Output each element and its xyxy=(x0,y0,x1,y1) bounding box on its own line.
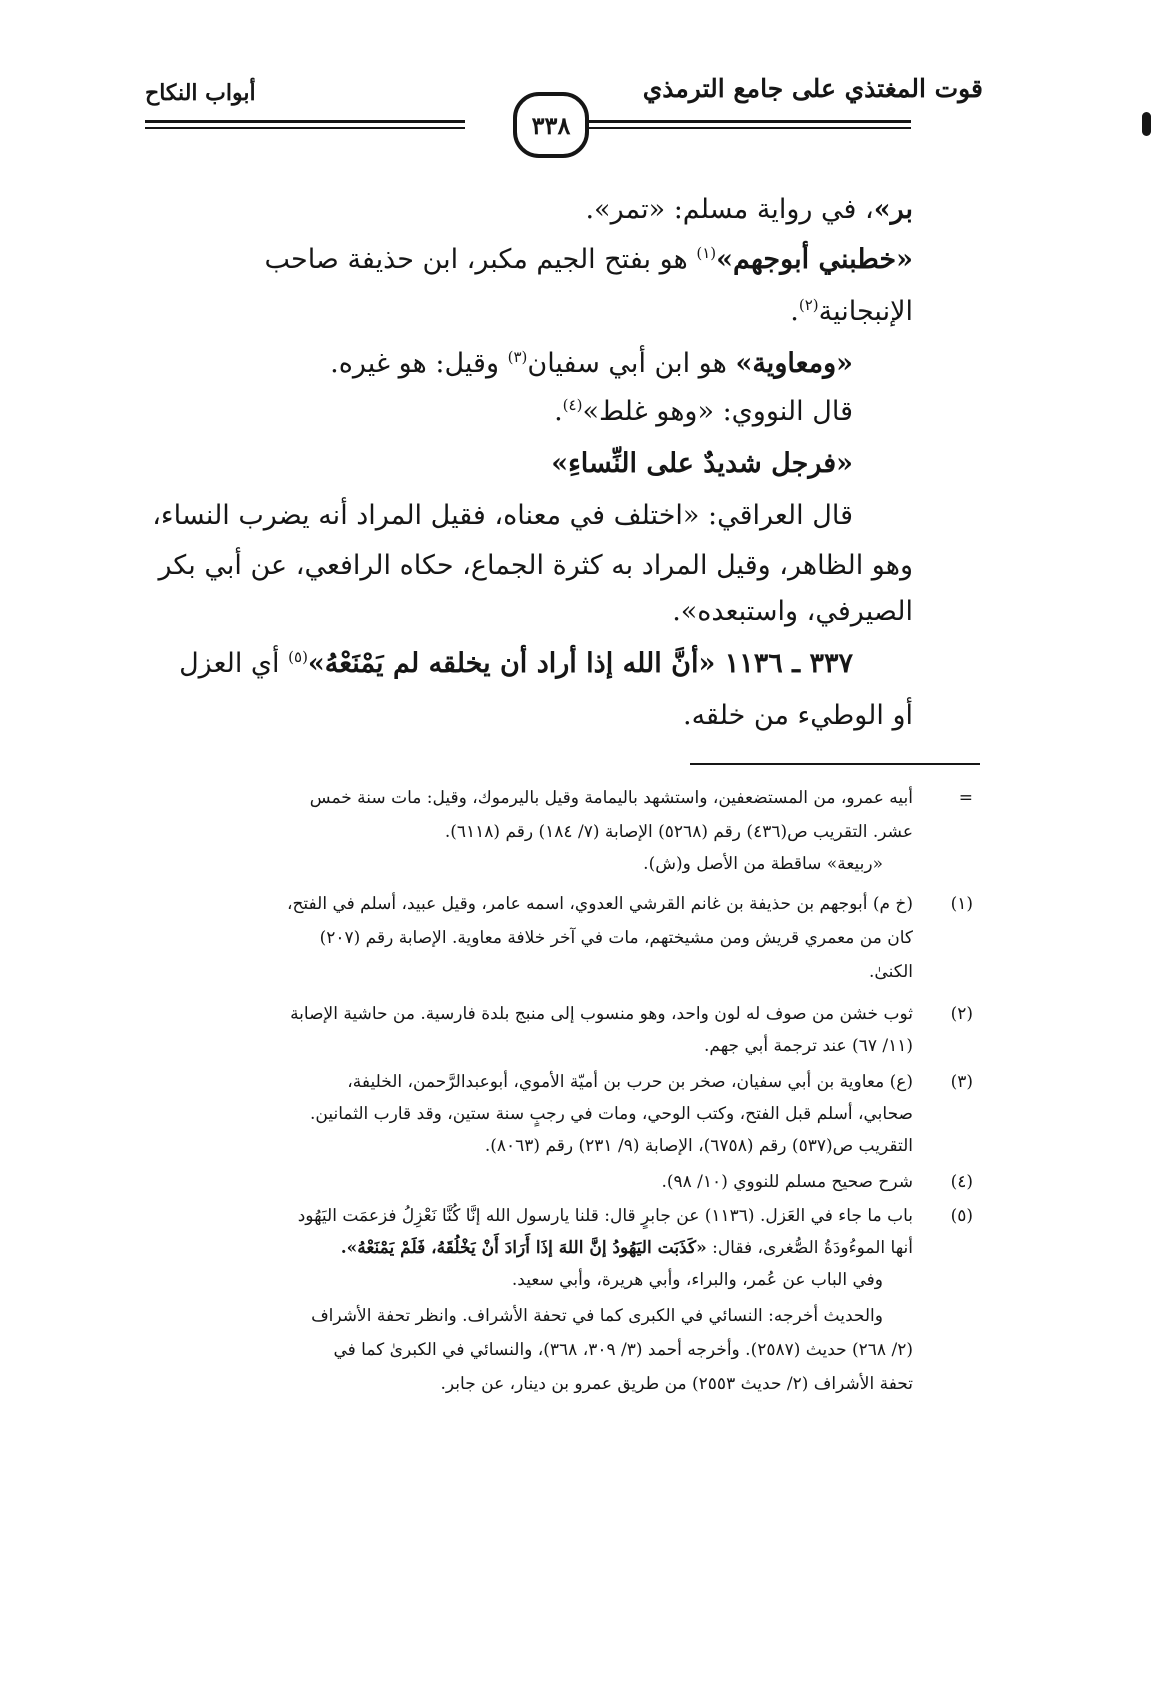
main-line-6: «فرجل شديدٌ على النِّساءِ» xyxy=(551,448,853,479)
header-rule-right xyxy=(555,120,911,123)
text-span: . xyxy=(554,396,563,427)
footnote-1-line-1: (خ م) أبوجهم بن حذيفة بن غانم القرشي العدوي، اسمه عامر، وقيل عبيد، أسلم في الفتح، xyxy=(286,894,913,914)
footnote-ref: (٤) xyxy=(562,396,583,414)
header-rule-left xyxy=(145,120,465,123)
footnote-cont-line-2: عشر. التقريب ص(٤٣٦) رقم (٥٢٦٨) الإصابة (٧/ ١٨٤) رقم (٦١١٨). xyxy=(444,822,913,842)
text-span: هو ابن أبي سفيان xyxy=(527,348,736,379)
quote-bold: «ومعاوية» xyxy=(735,348,853,379)
text-span: أو الوطيء من خلقه. xyxy=(682,700,913,731)
footnote-5-line-4: والحديث أخرجه: النسائي في الكبرى كما في تحفة الأشراف. وانظر تحفة الأشراف xyxy=(311,1306,883,1326)
footnote-ref: (٢) xyxy=(798,296,819,314)
footnote-cont-line-1: أبيه عمرو، من المستضعفين، واستشهد باليمامة وقيل باليرموك، وقيل: مات سنة خمس xyxy=(309,788,913,808)
text-span: أي العزل xyxy=(179,648,289,679)
footnote-ref: (١) xyxy=(696,244,717,262)
quote-bold: «خطبني أبوجهم» xyxy=(716,244,913,275)
text-span: وهو الظاهر، وقيل المراد به كثرة الجماع، حكاه الرافعي، عن أبي بكر xyxy=(158,550,913,581)
text-span: الإنبجانية xyxy=(818,296,913,327)
text-span: الصيرفي، واستبعده». xyxy=(672,596,913,627)
header-rule-left-thin xyxy=(145,127,465,129)
text-span: قال العراقي: «اختلف في معناه، فقيل المراد أنه يضرب النساء، xyxy=(152,500,853,531)
text-span: أنها الموءُودَةُ الصُّغرى، فقال: xyxy=(706,1238,913,1258)
footnote-2-number: (٢) xyxy=(950,1004,973,1024)
quote-bold: «أنَّ الله إذا أراد أن يخلقه لم يَمْنَعْهُ» xyxy=(307,648,725,679)
quote-bold: بر» xyxy=(873,194,913,225)
main-line-5 xyxy=(554,394,853,430)
main-line-11 xyxy=(683,698,913,734)
continuation-mark: = xyxy=(958,788,973,808)
main-line-4 xyxy=(330,346,853,382)
text-span: هو بفتح الجيم مكبر، ابن حذيفة صاحب xyxy=(264,244,697,275)
footnote-ref: (٥) xyxy=(288,648,308,666)
page-edge-mark xyxy=(1142,112,1151,136)
text-span: وقيل: هو غيره. xyxy=(330,348,508,379)
footnote-separator xyxy=(690,763,980,765)
text-span: . xyxy=(790,296,799,327)
footnote-1-line-2: كان من معمري قريش ومن مشيختهم، مات في آخر خلافة معاوية. الإصابة رقم (٢٠٧) xyxy=(319,928,913,948)
main-line-3 xyxy=(790,294,913,330)
hadith-quote-bold: «كَذَبَت اليَهُودُ إنَّ اللهَ إذَا أَرَادَ أَنْ يَخْلُقَهُ، فَلَمْ يَمْنَعْهُ». xyxy=(340,1238,707,1258)
book-title: قوت المغتذي على جامع الترمذي xyxy=(642,74,983,103)
footnote-5-line-1: باب ما جاء في العَزل. (١١٣٦) عن جابرٍ قال: قلنا يارسول الله إنَّا كُنَّا نَعْزِلُ فزعمَت اليَهُود xyxy=(297,1206,913,1226)
main-line-7 xyxy=(152,498,853,534)
footnote-5-line-2 xyxy=(341,1236,913,1260)
footnote-cont-line-3: «ربيعة» ساقطة من الأصل و(ش). xyxy=(643,854,883,874)
footnote-3-number: (٣) xyxy=(950,1072,973,1092)
page-number: ٣٣٨ xyxy=(513,92,589,158)
header-rule-right-thin xyxy=(555,127,911,129)
main-line-1 xyxy=(585,192,913,228)
footnote-5-line-3: وفي الباب عن عُمر، والبراء، وأبي هريرة، وأبي سعيد. xyxy=(511,1270,883,1290)
main-line-9 xyxy=(672,594,913,630)
footnote-1-line-3: الكنىٰ. xyxy=(869,962,913,982)
footnote-3-line-3: التقريب ص(٥٣٧) رقم (٦٧٥٨)، الإصابة (٩/ ٢٣١) رقم (٨٠٦٣). xyxy=(484,1136,913,1156)
footnote-5-line-5: (٢/ ٢٦٨) حديث (٢٥٨٧). وأخرجه أحمد (٣/ ٣٠٩، ٣٦٨)، والنسائي في الكبرىٰ كما في xyxy=(333,1340,913,1360)
footnote-5-number: (٥) xyxy=(950,1206,973,1226)
footnote-3-line-2: صحابي، أسلم قبل الفتح، وكتب الوحي، ومات في رجبٍ سنة ستين، وقد قارب الثمانين. xyxy=(310,1104,913,1124)
footnote-2-line-1: ثوب خشن من صوف له لون واحد، وهو منسوب إلى منبج بلدة فارسية. من حاشية الإصابة xyxy=(290,1004,913,1024)
footnote-3-line-1: (ع) معاوية بن أبي سفيان، صخر بن حرب بن أميّة الأموي، أبوعبدالرَّحمن، الخليفة، xyxy=(347,1072,913,1092)
footnote-ref: (٣) xyxy=(507,348,528,366)
footnote-1-number: (١) xyxy=(950,894,973,914)
footnote-4-line-1: شرح صحيح مسلم للنووي (١٠/ ٩٨). xyxy=(661,1172,913,1192)
section-title: أبواب النكاح xyxy=(145,80,256,106)
footnote-5-line-6: تحفة الأشراف (٢/ حديث ٢٥٥٣) من طريق عمرو بن دينار، عن جابر. xyxy=(440,1374,913,1394)
text-span: ، في رواية مسلم: «تمر». xyxy=(585,194,874,225)
footnote-2-line-2: (١١/ ٦٧) عند ترجمة أبي جهم. xyxy=(703,1036,913,1056)
main-line-8 xyxy=(159,548,914,584)
text-span: قال النووي: «وهو غلط» xyxy=(582,396,853,427)
hadith-number: ٣٣٧ ـ ١١٣٦ xyxy=(724,648,853,679)
main-line-10 xyxy=(179,646,853,682)
main-line-2 xyxy=(265,242,914,278)
footnote-4-number: (٤) xyxy=(950,1172,973,1192)
